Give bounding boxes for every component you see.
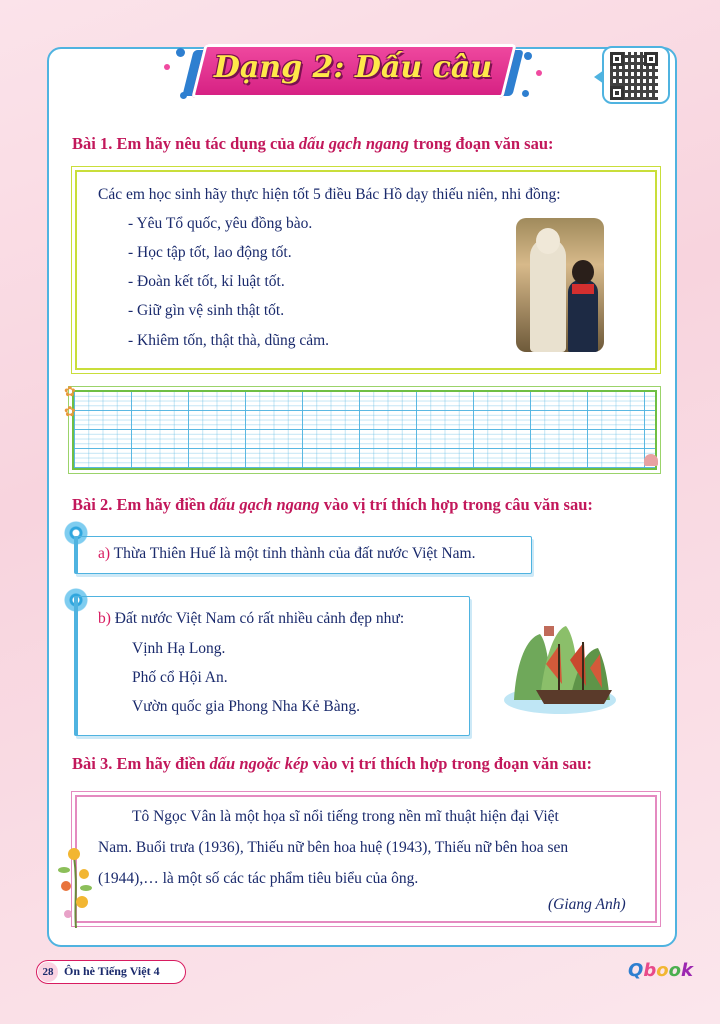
publisher-logo: Qbook — [628, 960, 693, 981]
page-number: 28 — [38, 962, 58, 982]
flower-branch-illustration — [56, 836, 96, 928]
bai1-intro: Các em học sinh hãy thực hiện tốt 5 điều Bác Hồ dạy thiếu niên, nhi đồng: — [98, 186, 561, 203]
flower-decor-icon: ✿ — [64, 404, 76, 420]
bai2-b-item: Phố cổ Hội An. — [132, 669, 228, 686]
decor-dot — [536, 70, 542, 76]
bai1-item: - Khiêm tốn, thật thà, dũng cảm. — [128, 332, 330, 349]
decor-dot — [176, 48, 185, 57]
decor-dot — [524, 52, 532, 60]
bai2-a-sentence: a) Thừa Thiên Huế là một tỉnh thành của đất nước Việt Nam. — [98, 545, 476, 562]
bai2-heading: Bài 2. Em hãy điền dấu gạch ngang vào vị trí thích hợp trong câu văn sau: — [72, 495, 593, 514]
bai3-line: Nam. Buổi trưa (1936), Thiếu nữ bên hoa huệ (1943), Thiếu nữ bên hoa sen — [98, 839, 569, 856]
bai1-item: - Yêu Tổ quốc, yêu đồng bào. — [128, 215, 313, 232]
decor-dot — [164, 64, 170, 70]
qr-code-icon[interactable] — [610, 52, 658, 100]
decor-dot — [522, 90, 529, 97]
bai1-heading: Bài 1. Em hãy nêu tác dụng của dấu gạch ngang trong đoạn văn sau: — [72, 134, 554, 153]
answer-writing-grid[interactable] — [72, 390, 657, 470]
bai3-heading: Bài 3. Em hãy điền dấu ngoặc kép vào vị trí thích hợp trong đoạn văn sau: — [72, 754, 592, 773]
bai1-item: - Giữ gìn vệ sinh thật tốt. — [128, 302, 285, 319]
flower-decor-icon: ✿ — [64, 384, 76, 400]
bai2-b-item: Vườn quốc gia Phong Nha Kẻ Bàng. — [132, 698, 360, 715]
book-title: Ôn hè Tiếng Việt 4 — [64, 964, 160, 978]
mushroom-decor-icon — [644, 454, 658, 466]
bai3-line: (1944),… là một số các tác phẩm tiêu biểu của ông. — [98, 870, 419, 887]
bai2-b-sentence: b) Đất nước Việt Nam có rất nhiều cảnh đẹp như: — [98, 610, 405, 627]
bai3-author: (Giang Anh) — [548, 896, 626, 913]
ha-long-bay-illustration — [500, 604, 622, 724]
uncle-ho-photo — [516, 218, 604, 352]
bai1-item: - Học tập tốt, lao động tốt. — [128, 244, 292, 261]
page-title: Dạng 2: Dấu câu — [213, 50, 493, 85]
bai1-item: - Đoàn kết tốt, kỉ luật tốt. — [128, 273, 285, 290]
bai3-line: Tô Ngọc Vân là một họa sĩ nổi tiếng trong nền mĩ thuật hiện đại Việt — [132, 808, 559, 825]
title-banner — [188, 42, 518, 104]
bai2-b-item: Vịnh Hạ Long. — [132, 640, 226, 657]
